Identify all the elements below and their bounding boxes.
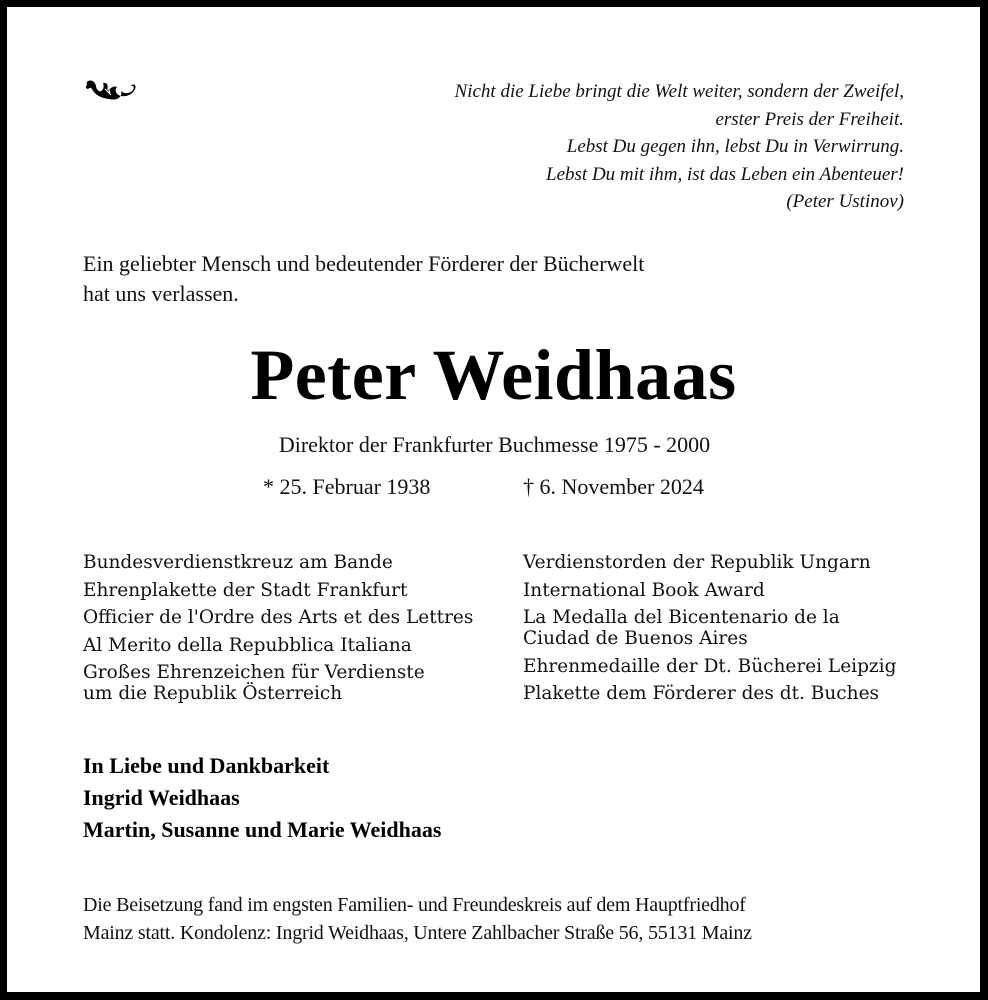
honor-line: Ehrenplakette der Stadt Frankfurt	[83, 579, 408, 601]
honor-item	[83, 580, 473, 601]
honor-line: um die Republik Österreich	[83, 683, 343, 704]
family-line: Ingrid Weidhaas	[83, 785, 240, 810]
funeral-notice	[83, 891, 923, 947]
footer-line: Mainz statt. Kondolenz: Ingrid Weidhaas, Untere Zahlbacher Straße 56, 55131 Mainz	[83, 922, 752, 944]
honor-item	[523, 656, 896, 677]
honor-item	[523, 683, 896, 704]
intro-line: hat uns verlassen.	[83, 281, 239, 306]
fleuron-ornament-icon	[83, 77, 141, 103]
honor-line: Al Merito della Repubblica Italiana	[83, 634, 412, 656]
quote-line: Nicht die Liebe bringt die Welt weiter, sondern der Zweifel,	[454, 81, 904, 102]
footer-line: Die Beisetzung fand im engsten Familien- und Freundeskreis auf dem Hauptfriedhof	[83, 894, 746, 916]
honor-line: Bundesverdienstkreuz am Bande	[83, 552, 393, 573]
honors-list-right	[523, 552, 896, 711]
honor-item	[83, 552, 473, 573]
honor-line: Großes Ehrenzeichen für Verdienste	[83, 662, 425, 683]
honor-item	[83, 662, 473, 704]
honor-item	[83, 607, 473, 628]
honor-item	[83, 635, 473, 656]
honor-line: Ciudad de Buenos Aires	[523, 628, 748, 649]
honor-line: Ehrenmedaille der Dt. Bücherei Leipzig	[523, 655, 897, 677]
death-date: † 6. November 2024	[523, 474, 704, 499]
quote-line: erster Preis der Freiheit.	[715, 108, 904, 130]
family-line: In Liebe und Dankbarkeit	[83, 753, 330, 778]
honor-line: Officier de l'Ordre des Arts et des Lettres	[83, 607, 474, 628]
honors-list-left	[83, 552, 473, 711]
honor-item	[523, 607, 896, 649]
quote-line: Lebst Du mit ihm, ist das Leben ein Abenteuer!	[546, 163, 904, 185]
intro-text	[83, 249, 843, 309]
honor-line: Verdienstorden der Republik Ungarn	[523, 552, 871, 573]
honor-item	[523, 580, 896, 601]
birth-date: * 25. Februar 1938	[263, 474, 431, 499]
honor-line: International Book Award	[523, 579, 765, 601]
deceased-role: Direktor der Frankfurter Buchmesse 1975 - 2000	[278, 432, 711, 457]
honor-line: La Medalla del Bicentenario de la	[523, 607, 840, 628]
quote-attribution: (Peter Ustinov)	[786, 191, 904, 212]
quote-line: Lebst Du gegen ihn, lebst Du in Verwirrung.	[566, 136, 904, 157]
family-signature	[83, 750, 441, 846]
intro-line: Ein geliebter Mensch und bedeutender Förderer der Bücherwelt	[83, 251, 645, 276]
honor-item	[523, 552, 896, 573]
epigraph-quote	[304, 78, 904, 216]
family-line: Martin, Susanne und Marie Weidhaas	[83, 817, 442, 842]
honor-line: Plakette dem Förderer des dt. Buches	[523, 683, 880, 704]
deceased-name: Peter Weidhaas	[250, 335, 737, 415]
